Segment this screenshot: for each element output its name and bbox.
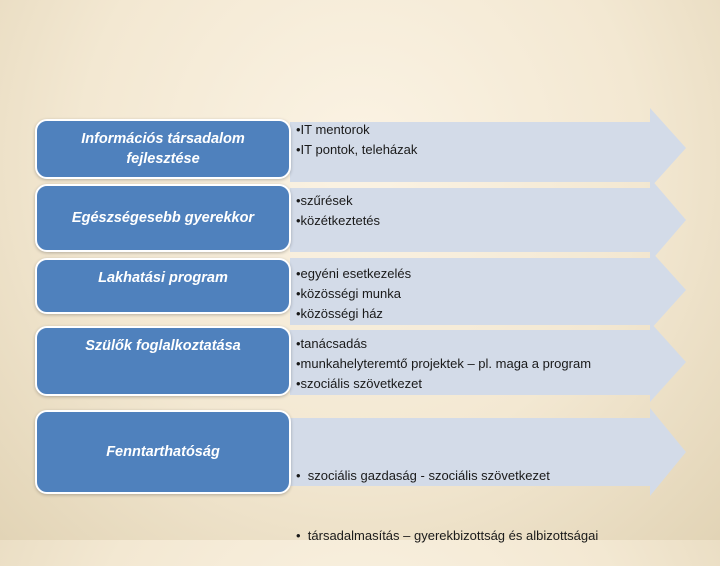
item-list-3 xyxy=(296,264,411,324)
list-item: • szociális gazdaság - szociális szövetkezet xyxy=(296,468,550,483)
list-item: •közösségi munka xyxy=(296,286,401,301)
item-list-4 xyxy=(296,334,591,394)
list-item: •közétkeztetés xyxy=(296,213,381,228)
list-item: • társadalmasítás – gyerekbizottság és albizottságai xyxy=(296,528,599,543)
list-item: •tanácsadás xyxy=(296,336,368,351)
item-list-2 xyxy=(296,191,380,231)
category-title: Szülők foglalkoztatása xyxy=(85,338,241,354)
category-box-1 xyxy=(35,119,291,179)
item-list-1 xyxy=(296,120,417,160)
category-box-2 xyxy=(35,184,291,252)
list-item: •IT mentorok xyxy=(296,122,370,137)
list-item: •szűrések xyxy=(296,193,353,208)
category-title: Fenntarthatóság xyxy=(106,444,220,460)
category-title: Egészségesebb gyerekkor xyxy=(71,210,255,226)
list-item: •IT pontok, teleházak xyxy=(296,142,418,157)
item-list-5 xyxy=(296,426,598,566)
category-box-5 xyxy=(35,410,291,494)
list-item: •szociális szövetkezet xyxy=(296,376,422,391)
list-item: •munkahelyteremtő projektek – pl. maga a program xyxy=(296,356,592,371)
category-box-4 xyxy=(35,326,291,396)
category-title: Információs társadalom fejlesztése xyxy=(81,131,245,167)
category-box-3 xyxy=(35,258,291,314)
list-item: •közösségi ház xyxy=(296,306,383,321)
category-title: Lakhatási program xyxy=(98,270,228,286)
list-item: •egyéni esetkezelés xyxy=(296,266,412,281)
